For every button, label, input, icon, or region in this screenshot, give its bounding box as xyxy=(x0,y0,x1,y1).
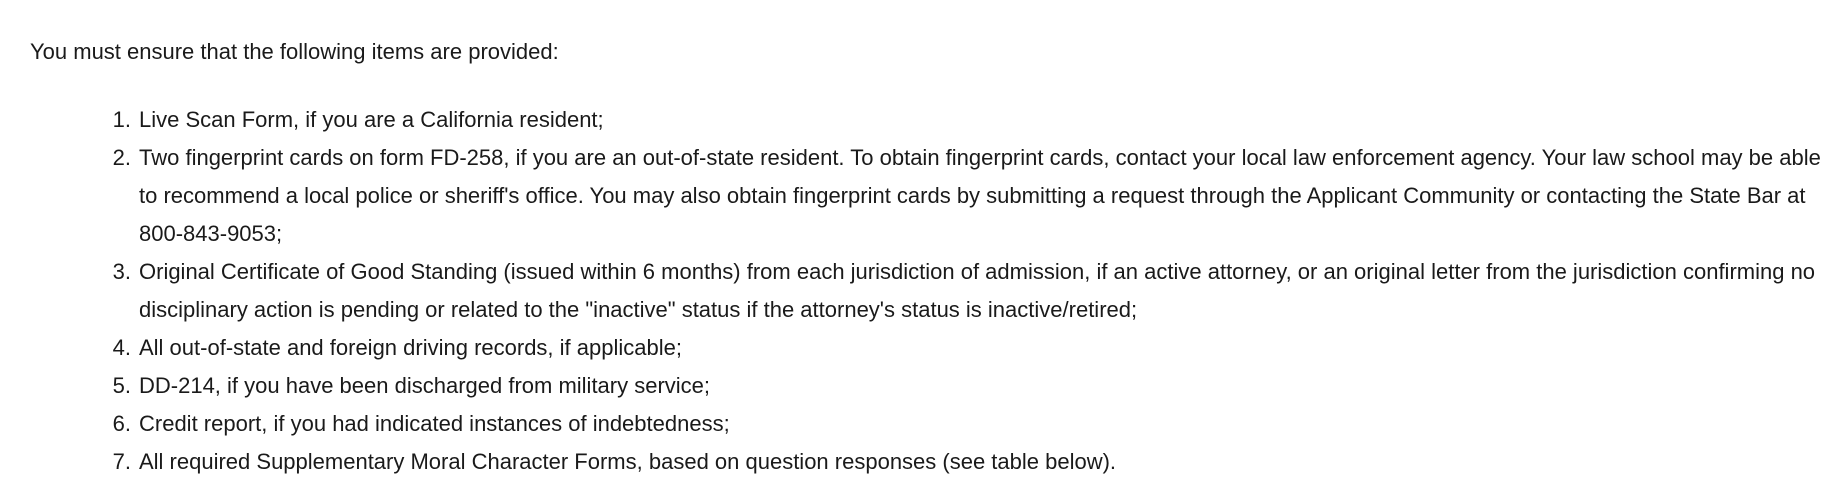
list-item xyxy=(0,101,1845,139)
item-number: 1. xyxy=(112,107,131,132)
list-item xyxy=(0,367,1845,405)
item-number: 2. xyxy=(112,145,131,170)
list-item xyxy=(0,329,1845,367)
item-number: 4. xyxy=(112,335,131,360)
item-number: 7. xyxy=(112,449,131,474)
list-item xyxy=(0,443,1845,481)
list-item xyxy=(0,405,1845,443)
list-item xyxy=(0,139,1845,253)
item-number: 5. xyxy=(112,373,131,398)
item-text: All required Supplementary Moral Character Forms, based on question responses (see table below). xyxy=(139,449,1117,474)
item-number: 6. xyxy=(112,411,131,436)
item-text: Original Certificate of Good Standing (issued within 6 months) from each jurisdiction of admission, if an active attorney, or an original letter from the jurisdiction confirming no disciplinary action is pending or related to the "inactive" status if the attorney's status is inactive/retired; xyxy=(139,259,1816,322)
item-text: Live Scan Form, if you are a California resident; xyxy=(139,107,604,132)
item-text: All out-of-state and foreign driving records, if applicable; xyxy=(139,335,682,360)
item-number: 3. xyxy=(112,259,131,284)
intro-text: You must ensure that the following items are provided: xyxy=(30,39,559,64)
item-text: Two fingerprint cards on form FD-258, if you are an out-of-state resident. To obtain fingerprint cards, contact your local law enforcement agency. Your law school may be able to recommend a local police or sheriff's office. You may also obtain fingerprint cards by submitting a request through the Applicant Community or contacting the State Bar at 800-843-9053; xyxy=(139,145,1821,246)
list-item xyxy=(0,253,1845,329)
item-text: Credit report, if you had indicated instances of indebtedness; xyxy=(139,411,730,436)
item-text: DD-214, if you have been discharged from military service; xyxy=(139,373,711,398)
requirements-list xyxy=(0,101,1845,481)
